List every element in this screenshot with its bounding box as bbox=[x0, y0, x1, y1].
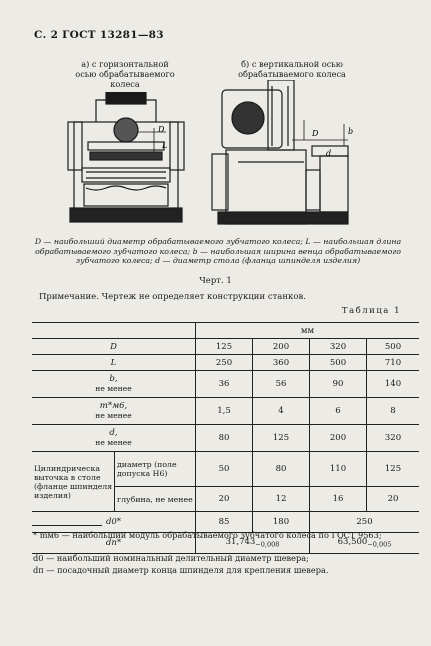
label-D: D bbox=[158, 125, 165, 134]
table-row: L 250 360 500 710 bbox=[32, 355, 419, 371]
drawing-caption: Черт. 1 bbox=[199, 276, 232, 286]
label-L: L bbox=[162, 141, 168, 150]
page-header: С. 2 ГОСТ 13281—83 bbox=[34, 29, 164, 41]
label-d: d bbox=[326, 149, 332, 158]
footnote-2: d0 — наибольший номинальный делительный диаметр шевера; bbox=[33, 553, 309, 563]
table-row: dп* $31,743_{-0,008}$ $63,500_{-0,005}$ bbox=[32, 533, 419, 554]
table-unit: мм bbox=[196, 323, 420, 339]
label-b: b bbox=[348, 127, 354, 136]
table-row: m*м6, не менее 1,5 4 6 8 bbox=[32, 398, 419, 425]
table-row: Цилиндрическа выточка в столе (фланце шпинделя изделия) диаметр (поле допуска Н6) 50 80 110 125 bbox=[32, 452, 419, 487]
figure-legend: D — наибольший диаметр обрабатываемого зубчатого колеса; L — наибольшая длина обрабатываемого зубчатого колеса; b — наибольшая ширина венца обрабатываемого зубчатого колеса; d — диаметр стола (фланца шпинделя изделия) bbox=[34, 237, 402, 266]
figure-a-drawing bbox=[66, 92, 186, 232]
drawing-note: Примечание. Чертеж не определяет конструкции станков. bbox=[39, 292, 306, 302]
table-row: d0* 85 180 250 bbox=[32, 512, 419, 533]
table-row: b, не менее 36 56 90 140 bbox=[32, 371, 419, 398]
cylinder-diam-label: диаметр (поле допуска Н6) bbox=[115, 452, 196, 487]
parameters-table bbox=[32, 322, 419, 554]
cylinder-depth-label: глубина, не менее bbox=[115, 487, 196, 512]
footnote-separator bbox=[32, 525, 102, 526]
footnote-3: dп — посадочный диаметр конца шпинделя для крепления шевера. bbox=[33, 565, 329, 575]
table-row: d, не менее 80 125 200 320 bbox=[32, 425, 419, 452]
label-D-b: D bbox=[312, 129, 319, 138]
figure-b-drawing bbox=[208, 80, 358, 230]
table-row: D 125 200 320 500 bbox=[32, 339, 419, 355]
footnote-1: * mм6 — наибольший модуль обрабатываемого зубчатого колеса по ГОСТ 9563; bbox=[33, 530, 382, 540]
cylinder-label: Цилиндрическа выточка в столе (фланце шпинделя изделия) bbox=[32, 452, 115, 512]
table-row: глубина, не менее 20 12 16 20 bbox=[32, 487, 419, 512]
table-number: Таблица 1 bbox=[341, 306, 401, 316]
figure-a-caption: а) с горизонтальной осью обрабатываемого колеса bbox=[75, 59, 175, 89]
figure-b-caption: б) с вертикальной осью обрабатываемого колеса bbox=[238, 59, 346, 79]
